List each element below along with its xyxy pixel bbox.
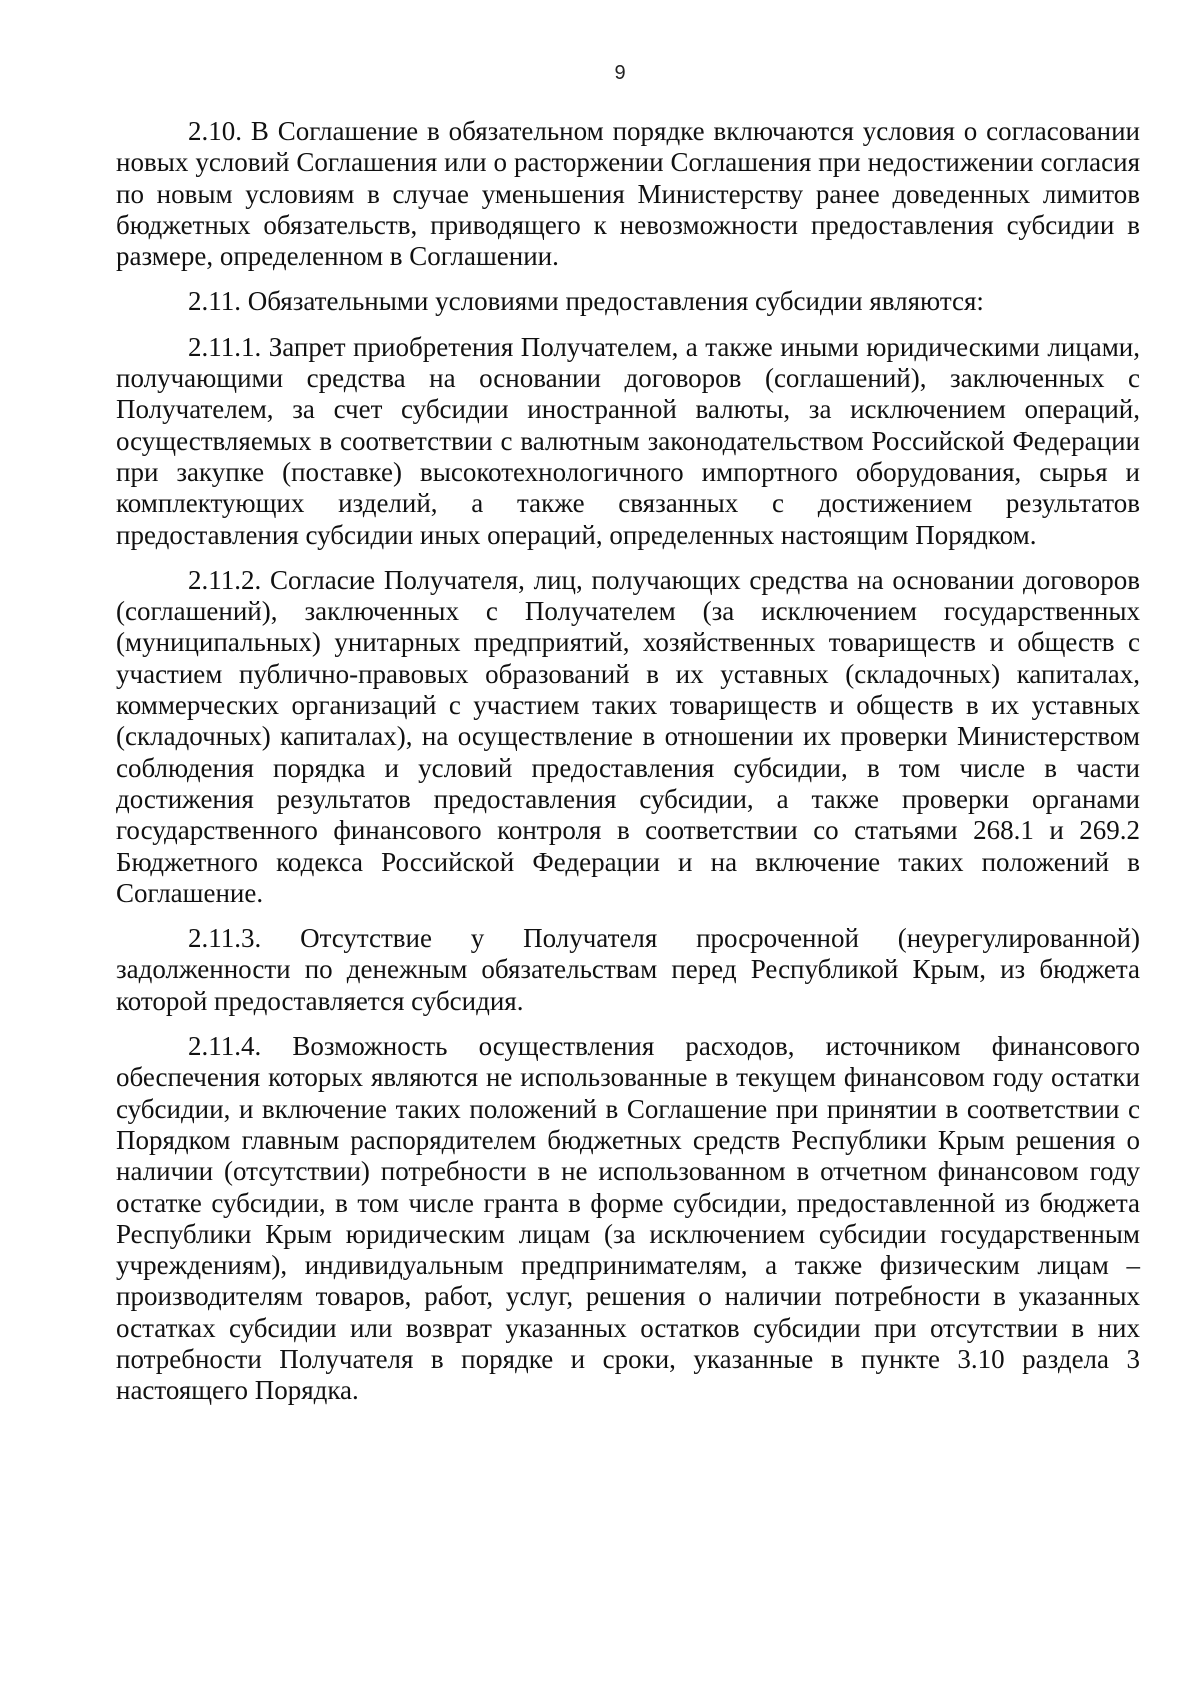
paragraph-2-11-4: 2.11.4. Возможность осуществления расходов, источником финансового обеспечения которых являются не использованные в текущем финансовом году остатки субсидии, и включение таких положений в Соглашение при принятии в соответствии с Порядком главным распорядителем бюджетных средств Республики Крым решения о наличии (отсутствии) потребности в не использованном в отчетном финансовом году остатке субсидии, в том числе гранта в форме субсидии, предоставленной из бюджета Республики Крым юридическим лицам (за исключением субсидии государственным учреждениям), индивидуальным предпринимателям, а также физическим лицам – производителям товаров, работ, услуг, решения о наличии потребности в указанных остатках субсидии или возврат указанных остатков субсидии при отсутствии в них потребности Получателя в порядке и сроки, указанные в пункте 3.10 раздела 3 настоящего Порядка. [116, 1031, 1140, 1406]
page-number: 9 [614, 62, 626, 84]
paragraph-2-11-3: 2.11.3. Отсутствие у Получателя просроченной (неурегулированной) задолженности по денежным обязательствам перед Республикой Крым, из бюджета которой предоставляется субсидия. [116, 923, 1140, 1016]
paragraph-2-11-1: 2.11.1. Запрет приобретения Получателем, а также иными юридическими лицами, получающими средства на основании договоров (соглашений), заключенных с Получателем, за счет субсидии иностранной валюты, за исключением операций, осуществляемых в соответствии с валютным законодательством Российской Федерации при закупке (поставке) высокотехнологичного импортного оборудования, сырья и комплектующих изделий, а также связанных с достижением результатов предоставления субсидии иных операций, определенных настоящим Порядком. [116, 331, 1140, 550]
paragraph-2-11-2: 2.11.2. Согласие Получателя, лиц, получающих средства на основании договоров (соглашений), заключенных с Получателем (за исключением государственных (муниципальных) унитарных предприятий, хозяйственных товариществ и обществ с участием публично-правовых образований в их уставных (складочных) капиталах, коммерческих организаций с участием таких товариществ и обществ в их уставных (складочных) капиталах), на осуществление в отношении их проверки Министерством соблюдения порядка и условий предоставления субсидии, в том числе в части достижения результатов предоставления субсидии, а также проверки органами государственного финансового контроля в соответствии со статьями 268.1 и 269.2 Бюджетного кодекса Российской Федерации и на включение таких положений в Соглашение. [116, 564, 1140, 908]
paragraph-2-10: 2.10. В Соглашение в обязательном порядке включаются условия о согласовании новых условий Соглашения или о расторжении Соглашения при недостижении согласия по новым условиям в случае уменьшения Министерству ранее доведенных лимитов бюджетных обязательств, приводящего к невозможности предоставления субсидии в размере, определенном в Соглашении. [116, 116, 1140, 272]
document-body [116, 116, 1140, 1421]
paragraph-2-11: 2.11. Обязательными условиями предоставления субсидии являются: [188, 286, 984, 317]
